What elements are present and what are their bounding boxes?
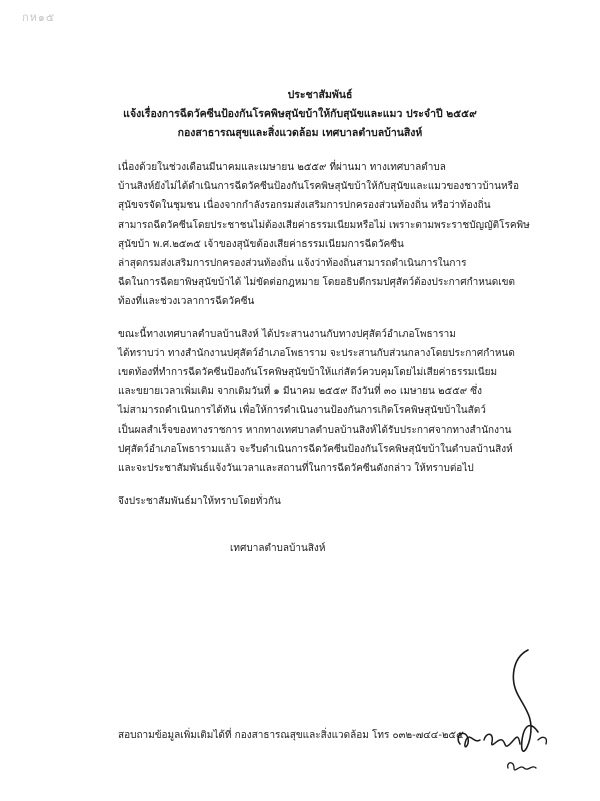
document-header	[0, 86, 600, 143]
paragraph-line: เนื่องด้วยในช่วงเดือนมีนาคมและเมษายน ๒๕๕๙ ที่ผ่านมา ทางเทศบาลตำบล	[118, 162, 446, 173]
paragraph-4	[118, 492, 516, 511]
document-title: ประชาสัมพันธ์	[287, 89, 353, 101]
paragraph-line: ไม่สามารถดำเนินการได้ทัน เพื่อให้การดำเนินงานป้องกันการเกิดโรคพิษสุนัขบ้าในสัตว์	[118, 405, 486, 417]
paragraph-line: เขตท้องที่ทำการฉีดวัคซีนป้องกันโรคพิษสุนัขบ้าให้แก่สัตว์ควบคุมโดยไม่เสียค่าธรรมเนียม	[118, 367, 498, 379]
document-subtitle: แจ้งเรื่องการฉีดวัคซีนป้องกันโรคพิษสุนัขบ้าให้กับสุนัขและแมว ประจำปี ๒๕๕๙	[123, 108, 477, 120]
document-body	[118, 158, 530, 511]
paragraph-line: บ้านสิงห์ยังไม่ได้ดำเนินการฉีดวัคซีนป้องกันโรคพิษสุนัขบ้าให้กับสุนัขและแมวของชาวบ้านหรือ	[118, 181, 519, 193]
signer-name: เทศบาลตำบลบ้านสิงห์	[230, 543, 326, 554]
paragraph-line: ได้ทราบว่า ทางสำนักงานปศุสัตว์อำเภอโพธาราม จะประสานกับส่วนกลางโดยประกาศกำหนด	[118, 347, 515, 359]
paragraph-line: จึงประชาสัมพันธ์มาให้ทราบโดยทั่วกัน	[118, 496, 281, 508]
paragraph-1	[118, 158, 530, 254]
paragraph-line: ล่าสุดกรมส่งเสริมการปกครองส่วนท้องถิ่น แจ้งว่าท้องถิ่นสามารถดำเนินการในการ	[118, 258, 467, 270]
contact-line: สอบถามข้อมูลเพิ่มเติมได้ที่ กองสาธารณสุขและสิ่งแวดล้อม โทร ๐๓๒-๗๔๔-๒๕๕	[118, 730, 464, 741]
document-department: กองสาธารณสุขและสิ่งแวดล้อม เทศบาลตำบลบ้านสิงห์	[177, 127, 423, 139]
paragraph-line: ฉีดในการฉีดยาพิษสุนัขบ้าได้ ไม่ขัดต่อกฎหมาย โดยอธิบดีกรมปศุสัตว์ต้องประกาศกำหนดเขต	[118, 277, 515, 289]
paragraph-line: เป็นผลสำเร็จของทางราชการ หากทางเทศบาลตำบลบ้านสิงห์ได้รับประกาศจากทางสำนักงาน	[118, 424, 512, 436]
paragraph-line: สุนัขจรจัดในชุมชน เนื่องจากกำลังรอกรมส่งเสริมการปกครองส่วนท้องถิ่น หรือว่าท้องถิ่น	[118, 200, 491, 212]
paragraph-line: และจะประชาสัมพันธ์แจ้งวันเวลาและสถานที่ในการฉีดวัคซีนดังกล่าว ให้ทราบต่อไป	[118, 463, 474, 475]
paragraph-line: ปศุสัตว์อำเภอโพธารามแล้ว จะรีบดำเนินการฉีดวัคซีนป้องกันโรคพิษสุนัขบ้าในตำบลบ้านสิงห์	[118, 443, 513, 455]
paragraph-3	[118, 325, 516, 479]
paragraph-line: สามารถฉีดวัคซีนโดยประชาชนไม่ต้องเสียค่าธรรมเนียมหรือไม่ เพราะตามพระราชบัญญัติโรคพิษ	[118, 219, 530, 231]
paragraph-2	[118, 254, 516, 312]
paragraph-line: ท้องที่และช่วงเวลาการฉีดวัคซีน	[118, 296, 255, 308]
handwritten-signature	[430, 640, 580, 790]
corner-stamp-mark: กห๑๕	[22, 11, 56, 24]
paragraph-line: สุนัขบ้า พ.ศ.๒๕๓๕ เจ้าของสุนัขต้องเสียค่าธรรมเนียมการฉีดวัคซีน	[118, 238, 404, 250]
paragraph-line: ขณะนี้ทางเทศบาลตำบลบ้านสิงห์ ได้ประสานงานกับทางปศุสัตว์อำเภอโพธาราม	[118, 328, 456, 340]
paragraph-line: และขยายเวลาเพิ่มเติม จากเดิมวันที่ ๑ มีนาคม ๒๕๕๙ ถึงวันที่ ๓๐ เมษายน ๒๕๕๙ ซึ่ง	[118, 386, 482, 398]
